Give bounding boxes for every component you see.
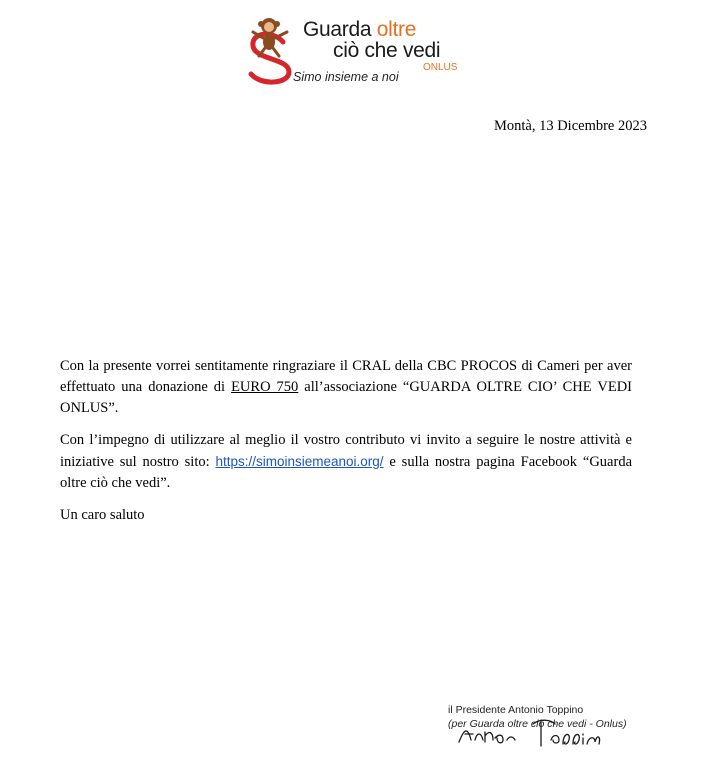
letter-body: [60, 356, 632, 537]
website-link[interactable]: https://simoinsiemeanoi.org/: [215, 454, 384, 469]
paragraph-invite: Con l’impegno di utilizzare al meglio il vostro contributo vi invito a seguire le nostre attività e iniziative sul nostro sito: https://simoinsiemeanoi.org/ e sulla nostra pagina Facebook “Guarda oltre ciò che vedi”.: [60, 432, 633, 491]
logo: [243, 12, 473, 86]
signature-org: (per Guarda oltre ciò che vedi - Onlus): [448, 718, 627, 730]
signature-title: il Presidente Antonio Toppino: [448, 704, 584, 716]
donation-amount: EURO 750: [231, 379, 299, 395]
closing-greeting: Un caro saluto: [60, 507, 145, 523]
logo-title-line2: ciò che vedi: [333, 39, 441, 62]
paragraph-thanks: Con la presente vorrei sentitamente ringraziare il CRAL della CBC PROCOS di Cameri per aver effettuato una donazione di EURO 750 all’associazione “GUARDA OLTRE CIO’ CHE VEDI ONLUS”.: [60, 358, 632, 416]
logo-title-line1: Guarda oltre: [303, 18, 417, 41]
handwritten-signature: [455, 714, 605, 750]
letter-date: Montà, 13 Dicembre 2023: [493, 118, 647, 134]
logo-onlus: ONLUS: [423, 62, 458, 73]
logo-tagline: Simo insieme a noi: [293, 70, 399, 84]
